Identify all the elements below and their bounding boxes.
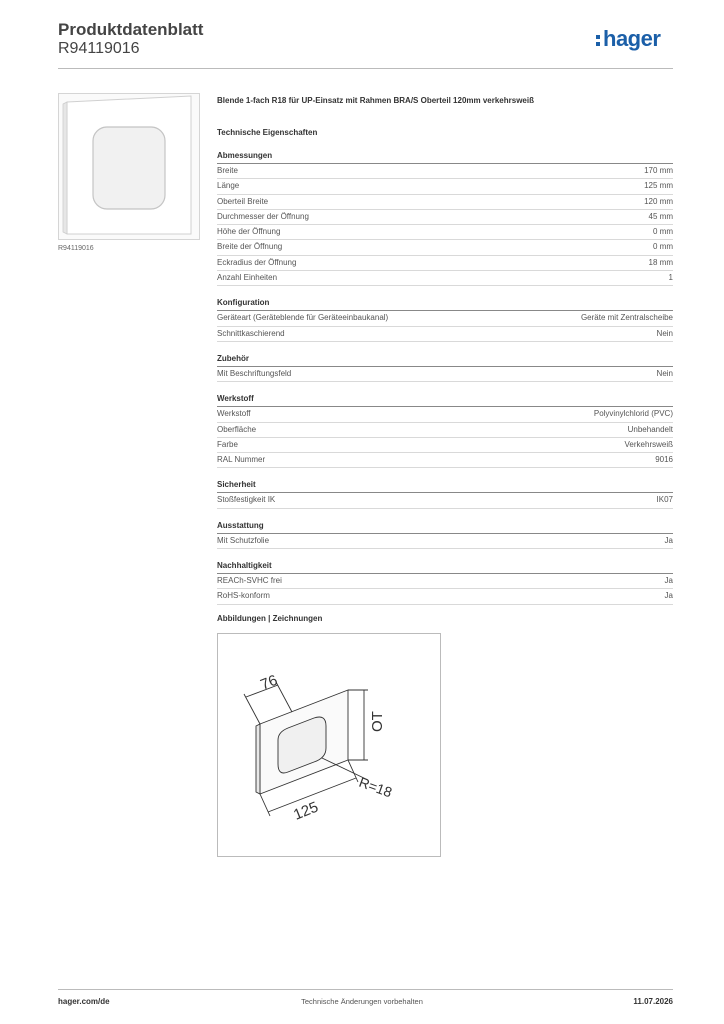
spec-row (217, 534, 673, 549)
spec-value: Ja (664, 576, 673, 586)
spec-value: 9016 (655, 455, 673, 465)
spec-label: Breite (217, 166, 238, 175)
spec-section (217, 150, 673, 286)
spec-row (217, 367, 673, 382)
dim-bottom-label: 125 (291, 798, 321, 824)
spec-label: Mit Schutzfolie (217, 535, 270, 545)
spec-value: Ja (664, 591, 673, 601)
spec-row (217, 240, 673, 255)
logo-dots-icon (596, 32, 600, 49)
spec-row (217, 407, 673, 422)
spec-value: 1 (668, 273, 673, 283)
section-heading: Nachhaltigkeit (217, 560, 673, 574)
spec-value: Ja (664, 535, 673, 545)
spec-value: 170 mm (644, 166, 673, 175)
spec-value: 0 mm (653, 227, 673, 237)
footer-date: 11.07.2026 (633, 997, 673, 1006)
spec-row (217, 438, 673, 453)
logo-text: hager (603, 26, 661, 51)
spec-row (217, 574, 673, 589)
spec-label: Eckradius der Öffnung (217, 257, 297, 267)
section-heading: Werkstoff (217, 393, 673, 407)
product-title: Blende 1-fach R18 für UP-Einsatz mit Rahmen BRA/S Oberteil 120mm verkehrsweiß (217, 96, 534, 105)
spec-row (217, 271, 673, 286)
thumbnail-caption: R94119016 (58, 245, 94, 252)
spec-row (217, 423, 673, 438)
spec-value: 45 mm (648, 211, 673, 221)
product-code: R94119016 (58, 40, 140, 57)
footer-disclaimer: Technische Änderungen vorbehalten (301, 997, 423, 1006)
spec-section (217, 520, 673, 549)
spec-label: Stoßfestigkeit IK (217, 495, 276, 505)
spec-sections (217, 150, 673, 605)
section-heading: Konfiguration (217, 297, 673, 311)
spec-value: Geräte mit Zentralscheibe (580, 313, 673, 323)
spec-label: Geräteart (Geräteblende für Geräteeinbaukanal) (217, 313, 389, 323)
spec-value: IK07 (656, 495, 673, 505)
spec-label: Anzahl Einheiten (217, 273, 278, 283)
dim-side-label: OT (369, 711, 386, 732)
technical-drawing (217, 633, 441, 857)
spec-label: Schnittkaschierend (217, 328, 285, 338)
spec-row (217, 225, 673, 240)
spec-value: Unbehandelt (627, 424, 673, 434)
spec-row (217, 210, 673, 225)
dim-top-label: 76 (258, 671, 280, 694)
spec-value: 120 mm (644, 196, 673, 206)
spec-section (217, 353, 673, 382)
spec-label: Oberfläche (217, 424, 257, 434)
footer-divider (58, 989, 673, 990)
drawings-heading: Abbildungen | Zeichnungen (217, 614, 323, 623)
spec-label: Höhe der Öffnung (217, 227, 281, 237)
spec-section (217, 479, 673, 508)
section-heading: Sicherheit (217, 479, 673, 493)
spec-label: Breite der Öffnung (217, 242, 283, 252)
spec-row (217, 311, 673, 326)
spec-label: Oberteil Breite (217, 196, 269, 206)
spec-row (217, 256, 673, 271)
spec-row (217, 453, 673, 468)
product-thumbnail (58, 93, 200, 240)
spec-value: 125 mm (644, 181, 673, 191)
spec-value: Verkehrsweiß (624, 439, 673, 449)
spec-value: Nein (656, 328, 673, 338)
spec-row (217, 179, 673, 194)
section-heading: Zubehör (217, 353, 673, 367)
spec-row (217, 164, 673, 179)
spec-content (217, 96, 673, 616)
spec-label: Farbe (217, 439, 238, 449)
footer-website-link[interactable]: hager.com/de (58, 997, 110, 1006)
technical-properties-heading: Technische Eigenschaften (217, 128, 318, 137)
spec-section (217, 560, 673, 605)
product-photo-icon (59, 94, 199, 239)
spec-value: Nein (656, 368, 673, 378)
spec-label: Durchmesser der Öffnung (217, 211, 309, 221)
hager-logo (596, 26, 660, 52)
spec-label: Werkstoff (217, 409, 251, 419)
spec-section (217, 297, 673, 342)
dim-radius-label: R=18 (356, 773, 395, 801)
spec-value: 0 mm (653, 242, 673, 252)
dimension-drawing-icon (218, 634, 440, 856)
header-divider (58, 68, 673, 69)
spec-row (217, 589, 673, 604)
spec-label: REACh-SVHC frei (217, 576, 282, 586)
spec-row (217, 195, 673, 210)
section-heading: Ausstattung (217, 520, 673, 534)
spec-value: Polyvinylchlorid (PVC) (593, 409, 673, 419)
spec-value: 18 mm (648, 257, 673, 267)
spec-row (217, 493, 673, 508)
spec-label: Mit Beschriftungsfeld (217, 368, 292, 378)
spec-label: RAL Nummer (217, 455, 266, 465)
spec-label: RoHS-konform (217, 591, 270, 601)
spec-label: Länge (217, 181, 240, 191)
page-title: Produktdatenblatt (58, 20, 204, 39)
section-heading: Abmessungen (217, 150, 673, 164)
spec-row (217, 327, 673, 342)
spec-section (217, 393, 673, 468)
